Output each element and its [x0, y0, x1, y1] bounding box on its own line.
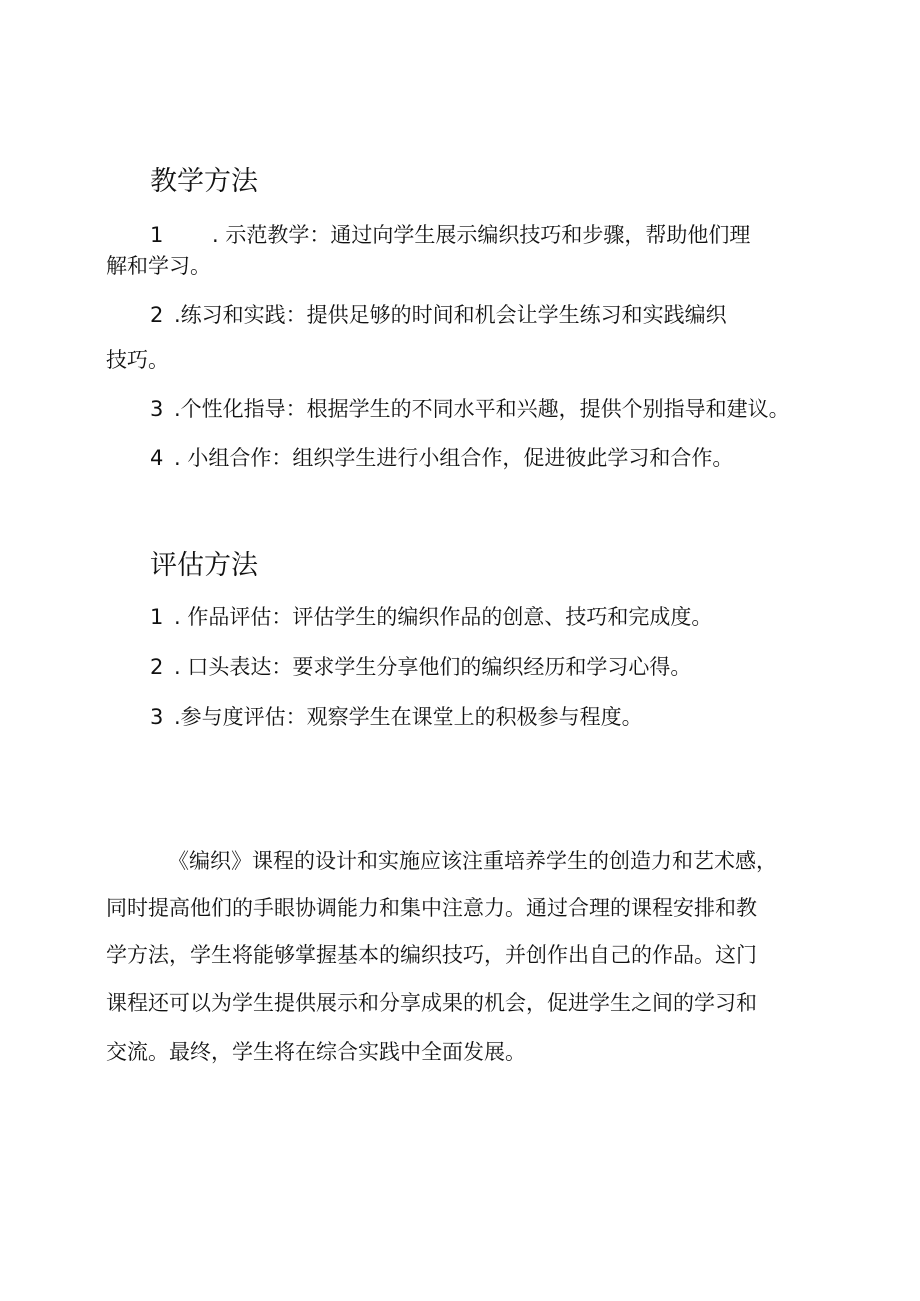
- assessment-item-3-text: .参与度评估：观察学生在课堂上的积极参与程度。: [174, 705, 643, 729]
- list-item-2-continuation: 技巧。: [106, 348, 169, 372]
- conclusion-line-3: 学方法，学生将能够掌握基本的编织技巧，并创作出自己的作品。这门: [106, 943, 757, 967]
- assessment-item-2-number: 2: [150, 655, 164, 679]
- list-item-2-text: .练习和实践：提供足够的时间和机会让学生练习和实践编织: [174, 303, 727, 327]
- conclusion-line-4: 课程还可以为学生提供展示和分享成果的机会，促进学生之间的学习和: [106, 991, 757, 1015]
- conclusion-line-1: 《编织》课程的设计和实施应该注重培养学生的创造力和艺术感，: [168, 849, 777, 873]
- list-item-1-continuation: 解和学习。: [106, 254, 211, 278]
- assessment-item-1-number: 1: [150, 605, 164, 629]
- list-item-4-number: 4: [150, 446, 164, 470]
- assessment-item-1-text: . 作品评估：评估学生的编织作品的创意、技巧和完成度。: [174, 605, 713, 629]
- assessment-item-3-number: 3: [150, 705, 164, 729]
- section-heading-teaching-methods: 教学方法: [150, 166, 258, 197]
- list-item-4-text: . 小组合作：组织学生进行小组合作，促进彼此学习和合作。: [174, 446, 734, 470]
- conclusion-line-5: 交流。最终，学生将在综合实践中全面发展。: [106, 1040, 526, 1064]
- section-heading-assessment-methods: 评估方法: [150, 550, 258, 581]
- assessment-item-2-text: . 口头表达：要求学生分享他们的编织经历和学习心得。: [174, 655, 692, 679]
- conclusion-line-2: 同时提高他们的手眼协调能力和集中注意力。通过合理的课程安排和教: [106, 896, 757, 920]
- list-item-2-number: 2: [150, 303, 164, 327]
- list-item-3-text: .个性化指导：根据学生的不同水平和兴趣，提供个别指导和建议。: [174, 397, 790, 421]
- list-item-1-number: 1: [150, 223, 164, 247]
- list-item-3-number: 3: [150, 397, 164, 421]
- list-item-1-text: . 示范教学：通过向学生展示编织技巧和步骤，帮助他们理: [212, 223, 751, 247]
